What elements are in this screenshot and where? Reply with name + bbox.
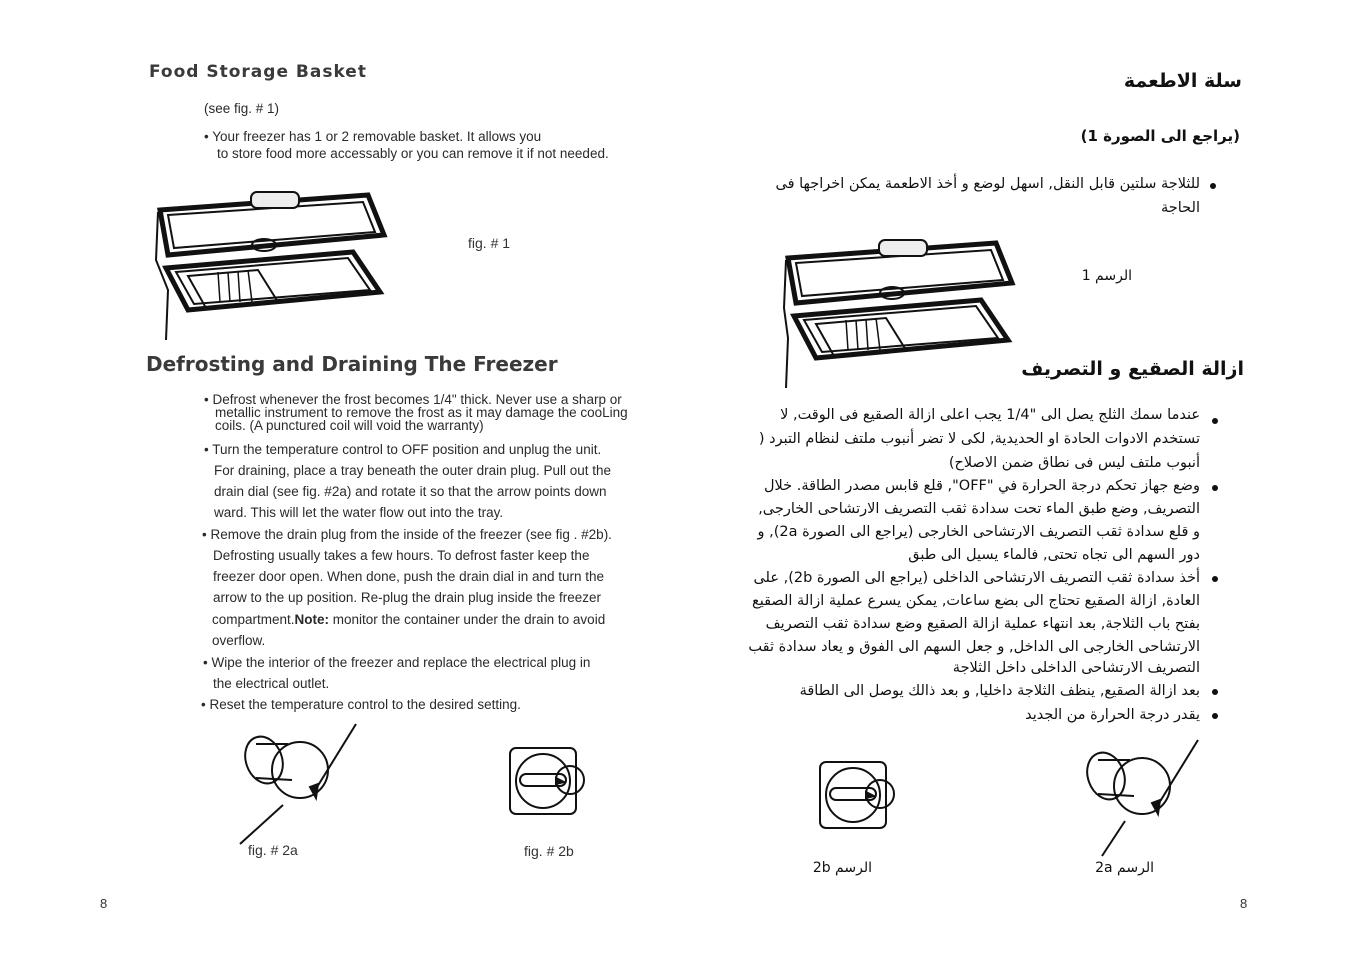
bullet-dot xyxy=(1210,183,1216,189)
defrost-line-12-arabic: التصريف الارتشاحى الداخلى داخل الثلاجة xyxy=(952,660,1200,676)
page-number-left: 8 xyxy=(100,896,108,911)
section-title-defrosting: Defrosting and Draining The Freezer xyxy=(146,352,558,376)
defrost-line-9: Defrosting usually takes a few hours. To defrost faster keep the xyxy=(213,548,590,563)
basket-line-2-arabic: الحاجة xyxy=(1161,200,1200,216)
freezer-open-lid-illustration xyxy=(148,190,388,340)
see-fig-1-reference: (see fig. # 1) xyxy=(204,101,280,116)
reset-line-arabic: يقدر درجة الحرارة من الجديد xyxy=(1025,707,1200,723)
drain-plug-2b-illustration-arabic xyxy=(818,760,898,832)
bullet-dot xyxy=(1212,576,1218,582)
defrost-line-11: arrow to the up position. Re-plug the drain plug inside the freezer xyxy=(213,590,601,605)
drain-dial-2a-illustration-arabic xyxy=(1080,738,1210,858)
defrost-line-3: coils. (A punctured coil will void the warranty) xyxy=(215,418,484,433)
defrost-line-7-arabic: دور السهم الى تجاه تحتى, فالماء يسيل الى طبق xyxy=(908,547,1200,563)
fig-2a-caption: fig. # 2a xyxy=(248,842,298,858)
reset-line: • Reset the temperature control to the desired setting. xyxy=(201,697,521,712)
bullet-dot xyxy=(1212,485,1218,491)
bullet-dot xyxy=(1212,689,1218,695)
defrost-line-11-arabic: الارتشاحى الخارجى الى الداخل, و جعل السهم الى الفوق و يعاد سدادة ثقب xyxy=(748,639,1200,655)
page-number-right: 8 xyxy=(1240,896,1248,911)
fig-2b-caption-arabic: الرسم 2b xyxy=(812,860,872,876)
section-title-food-basket-arabic: سلة الاطعمة xyxy=(1123,70,1242,92)
bullet-dot xyxy=(1212,418,1218,424)
defrost-line-1-arabic: عندما سمك الثلج يصل الى "1/4 يجب اعلى ازالة الصقيع فى الوقت, لا xyxy=(780,407,1200,423)
overflow-line: overflow. xyxy=(212,633,266,648)
defrost-line-4-arabic: وضع جهاز تحكم درجة الحرارة في "OFF", قلع قابس مصدر الطاقة. خلال xyxy=(763,478,1200,494)
defrost-line-2: metallic instrument to remove the frost as it may damage the cooLing xyxy=(215,405,628,420)
defrost-line-4: • Turn the temperature control to OFF position and unplug the unit. xyxy=(204,442,602,457)
defrost-line-9-arabic: العادة, ازالة الصقيع تحتاج الى بضع ساعات, يمكن يسرع عملية ازالة الصقيع xyxy=(752,593,1200,609)
defrost-line-5-arabic: التصريف, وضع طبق الماء تحت سدادة ثقب التصريف الارتشاحى الخارجى, xyxy=(758,501,1200,517)
defrost-line-2-arabic: تستخدم الادوات الحادة او الحديدية, لكى لا تضر أنبوب ملتف لنظام التبرد ( xyxy=(758,431,1200,447)
defrost-line-10-arabic: بفتح باب الثلاجة, بعد انتهاء عملية ازالة الصقيع وضع سدادة ثقب التصريف xyxy=(765,616,1200,632)
compartment-prefix: compartment. xyxy=(212,612,295,627)
fig-1-caption-arabic: الرسم 1 xyxy=(1081,268,1132,284)
defrost-line-6: drain dial (see fig. #2a) and rotate it so that the arrow points down xyxy=(214,484,607,499)
fig-1-caption: fig. # 1 xyxy=(468,235,511,251)
note-text: monitor the container under the drain to avoid xyxy=(329,612,606,627)
drain-plug-2b-illustration xyxy=(508,746,588,818)
freezer-open-lid-illustration-arabic xyxy=(776,238,1016,388)
defrost-line-1: • Defrost whenever the frost becomes 1/4" thick. Never use a sharp or xyxy=(204,392,622,407)
basket-line-2: to store food more accessably or you can remove it if not needed. xyxy=(217,146,609,161)
drain-dial-2a-illustration xyxy=(238,722,368,842)
defrost-line-8-arabic: أخذ سدادة ثقب التصريف الارتشاحى الداخلى (يراجع الى الصورة 2b), على xyxy=(753,570,1200,586)
defrost-line-8: • Remove the drain plug from the inside of the freezer (see fig . #2b). xyxy=(202,527,612,542)
defrost-line-5: For draining, place a tray beneath the outer drain plug. Pull out the xyxy=(214,463,612,478)
bullet-dot xyxy=(1212,713,1218,719)
compartment-note-line xyxy=(212,609,605,630)
defrost-line-6-arabic: و قلع سدادة ثقب التصريف الارتشاحى الخارجى (يراجع الى الصورة 2a), و xyxy=(757,524,1200,540)
see-fig-1-reference-arabic: (يراجع الى الصورة 1) xyxy=(1080,127,1240,145)
basket-line-1-arabic: للثلاجة سلتين قابل النقل, اسهل لوضع و أخذ الاطعمة يمكن اخراجها فى xyxy=(775,176,1200,192)
section-title-food-storage-basket: Food Storage Basket xyxy=(149,62,367,82)
wipe-line-2: the electrical outlet. xyxy=(213,676,330,691)
defrost-line-10: freezer door open. When done, push the drain dial in and turn the xyxy=(213,569,605,584)
basket-line-1: • Your freezer has 1 or 2 removable basket. It allows you xyxy=(204,129,542,144)
fig-2b-caption: fig. # 2b xyxy=(524,843,574,859)
fig-2a-caption-arabic: الرسم 2a xyxy=(1095,860,1154,876)
wipe-line-1: • Wipe the interior of the freezer and replace the electrical plug in xyxy=(203,655,591,670)
after-defrost-line-arabic: بعد ازالة الصقيع, ينظف الثلاجة داخليا, و بعد ذالك يوصل الى الطاقة xyxy=(799,683,1200,699)
defrost-line-7: ward. This will let the water flow out into the tray. xyxy=(214,505,504,520)
section-title-defrosting-arabic: ازالة الصقيع و التصريف xyxy=(1021,358,1244,380)
defrost-line-3-arabic: أنبوب ملتف ليس فى نطاق ضمن الاصلاح) xyxy=(948,455,1200,471)
note-label: Note: xyxy=(294,612,330,627)
